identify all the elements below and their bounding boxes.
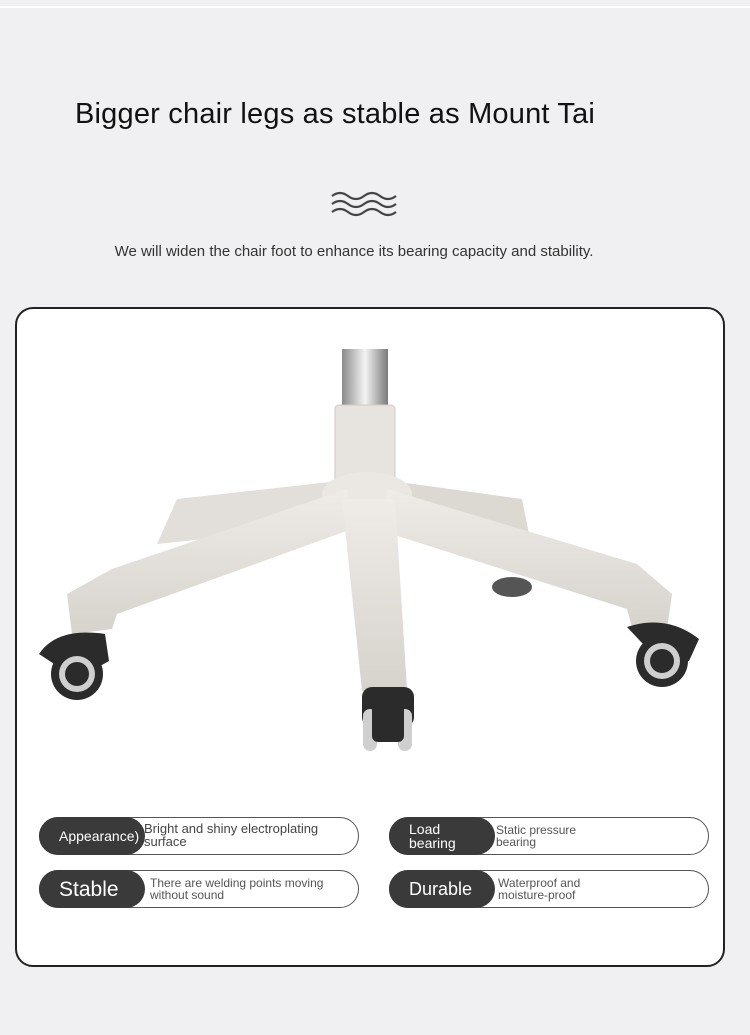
top-rule [0,6,750,8]
feature-stable-desc: There are welding points moving without sound [150,876,324,902]
feature-stable-label: Stable [39,870,145,908]
feature-load-bearing-label: Load bearing [389,817,495,855]
feature-load-bearing-desc: Static pressure bearing [496,823,577,849]
caster-center [362,687,414,751]
caster-left [39,633,109,700]
feature-appearance-label: Appearance) [39,817,145,855]
feature-stable [39,870,359,908]
wave-divider-icon [330,190,402,220]
subtitle: We will widen the chair foot to enhance its bearing capacity and stability. [114,243,594,260]
feature-appearance-desc: Bright and shiny electroplating surface [144,821,319,849]
caster-right [627,623,699,687]
product-panel [15,307,725,967]
headline: Bigger chair legs as stable as Mount Tai [75,98,596,130]
chair-base-image [17,309,723,769]
feature-durable-desc: Waterproof and moisture-proof [498,876,581,902]
feature-durable [389,870,709,908]
feature-appearance [39,817,359,855]
feature-load-bearing [389,817,709,855]
feature-durable-label: Durable [389,870,495,908]
